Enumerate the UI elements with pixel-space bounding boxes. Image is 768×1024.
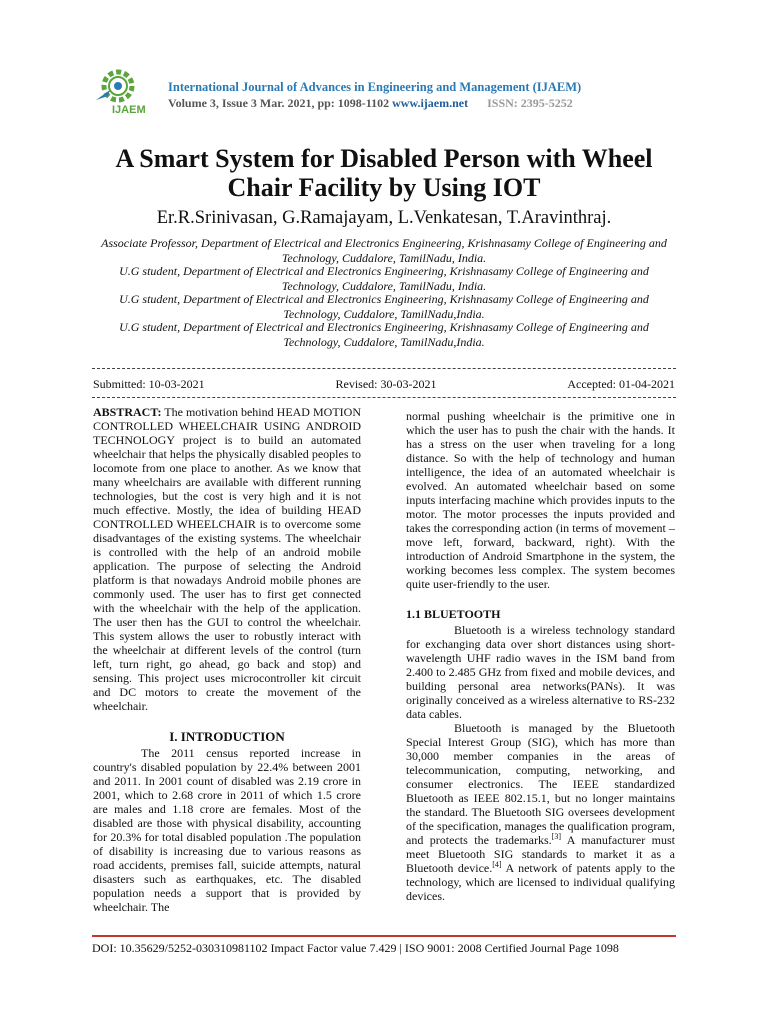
revised-date: Revised: 30-03-2021 bbox=[335, 377, 437, 391]
right-column bbox=[406, 409, 675, 903]
introduction-continuation: normal pushing wheelchair is the primitive one in which the user has to push the chair with the hands. It has a stress on the user when traveling for a long distance. So with the help of technology and human intelligence, the idea of an automated wheelchair is evolved. An automated wheelchair based on some inputs interfacing machine which provides inputs to the motor. The motor processes the inputs provided and takes the corresponding action (in terms of movement – move left, forward, backward, right). With the introduction of Android Smartphone in the system, the working becomes less complex. The system becomes quite user-friendly to the user. bbox=[406, 409, 675, 591]
bluetooth-text: Bluetooth is managed by the Bluetooth Special Interest Group (SIG), which has more than 30,000 member companies in the areas of telecommunication, computing, networking, and consumer electronics. The IEEE standardized Bluetooth as IEEE 802.15.1, but no longer maintains the standard. The Bluetooth SIG oversees development of the specification, manages the qualification program, and protects the trademarks. bbox=[406, 721, 675, 847]
section-heading-introduction: I. INTRODUCTION bbox=[169, 729, 285, 744]
page-footer: DOI: 10.35629/5252-030310981102 Impact Factor value 7.429 | ISO 9001: 2008 Certified Journal Page 1098 bbox=[92, 941, 619, 955]
affiliation: U.G student, Department of Electrical and Electronics Engineering, Krishnasamy College of Engineering and Technology, Cuddalore, TamilNadu, India. bbox=[119, 264, 649, 293]
bluetooth-text: A network of patents apply to the technology, which are licensed to individual qualifying devices. bbox=[406, 861, 675, 903]
paper-title: A Smart System for Disabled Person with Wheel Chair Facility by Using IOT bbox=[115, 144, 653, 202]
abstract-label: ABSTRACT: bbox=[93, 405, 162, 419]
gear-icon bbox=[104, 72, 132, 100]
introduction-text: The 2011 census reported increase in country's disabled population by 22.4% between 2001 and 2011. In 2001 count of disabled was 2.19 crore in 2001, which to 2.68 crore in 2011 of which 1.5 crore are males and 1.18 crore are females. Most of the disabled are those with physical disability, accounting for 20.3% for total disabled population .The population of disability is increasing due to various reasons as road accidents, premises fall, suicide attempts, natural disasters such as earthquakes, etc. The disabled population needs a support that is provided by wheelchair. The bbox=[93, 746, 361, 914]
citation-ref[interactable]: [4] bbox=[492, 860, 502, 869]
accepted-date: Accepted: 01-04-2021 bbox=[567, 377, 675, 391]
volume-info: Volume 3, Issue 3 Mar. 2021, pp: 1098-1102 bbox=[168, 96, 390, 110]
affiliation: U.G student, Department of Electrical and Electronics Engineering, Krishnasamy College of Engineering and Technology, Cuddalore, TamilNadu,India. bbox=[119, 320, 649, 349]
footer-rule bbox=[92, 935, 676, 937]
left-column bbox=[93, 405, 361, 914]
section-heading-bluetooth: 1.1 BLUETOOTH bbox=[406, 607, 501, 621]
journal-volume-line bbox=[168, 96, 573, 111]
affiliation: U.G student, Department of Electrical and Electronics Engineering, Krishnasamy College of Engineering and Technology, Cuddalore, TamilNadu,India. bbox=[119, 292, 649, 321]
divider bbox=[92, 397, 676, 398]
paper-authors: Er.R.Srinivasan, G.Ramajayam, L.Venkatesan, T.Aravinthraj. bbox=[156, 208, 612, 228]
abstract-text: The motivation behind HEAD MOTION CONTROLLED WHEELCHAIR USING ANDROID TECHNOLOGY project is to build an automated wheelchair that helps the physically disabled peoples to locomote from one place to another. As we know that many wheelchairs are available with different running technologies, but the cost is very high and it is not much effective. Mostly, the idea of building HEAD CONTROLLED WHEELCHAIR is to overcome some disadvantages of the existing systems. The wheelchair is controlled with the help of an android mobile application. The purpose of selecting the Android platform is that nowadays Android mobile phones are commonly used. The user has to first get connected with the wheelchair with the help of the application. The user then has the GUI to control the wheelchair. This system allows the user to robustly interact with the wheelchair at different levels of the control (turn left, turn right, go ahead, go back and stop) and sensing. This project uses microcontroller kit circuit and DC motors to create the movement of the wheelchair. bbox=[93, 405, 361, 713]
divider bbox=[92, 368, 676, 369]
affiliation: Associate Professor, Department of Electrical and Electronics Engineering, Krishnasamy College of Engineering and Technology, Cuddalore, TamilNadu, India. bbox=[101, 236, 667, 265]
submission-dates bbox=[93, 377, 675, 392]
journal-name: International Journal of Advances in Engineering and Management (IJAEM) bbox=[168, 80, 582, 94]
citation-ref[interactable]: [3] bbox=[551, 832, 561, 841]
svg-text:IJAEM: IJAEM bbox=[112, 104, 146, 116]
bluetooth-paragraph: Bluetooth is a wireless technology standard for exchanging data over short distances using short-wavelength UHF radio waves in the ISM band from 2.400 to 2.485 GHz from fixed and mobile devices, and building personal area networks(PANs). It was originally conceived as a wireless alternative to RS-232 data cables. bbox=[406, 623, 675, 721]
bluetooth-text: A manufacturer must meet Bluetooth SIG standards to market it as a Bluetooth device. bbox=[406, 833, 676, 875]
bluetooth-paragraph bbox=[406, 721, 675, 903]
abstract bbox=[93, 405, 361, 713]
issn: ISSN: 2395-5252 bbox=[487, 96, 573, 110]
journal-website-link[interactable]: www.ijaem.net bbox=[392, 96, 469, 110]
journal-logo bbox=[88, 66, 160, 116]
submitted-date: Submitted: 10-03-2021 bbox=[93, 377, 205, 391]
